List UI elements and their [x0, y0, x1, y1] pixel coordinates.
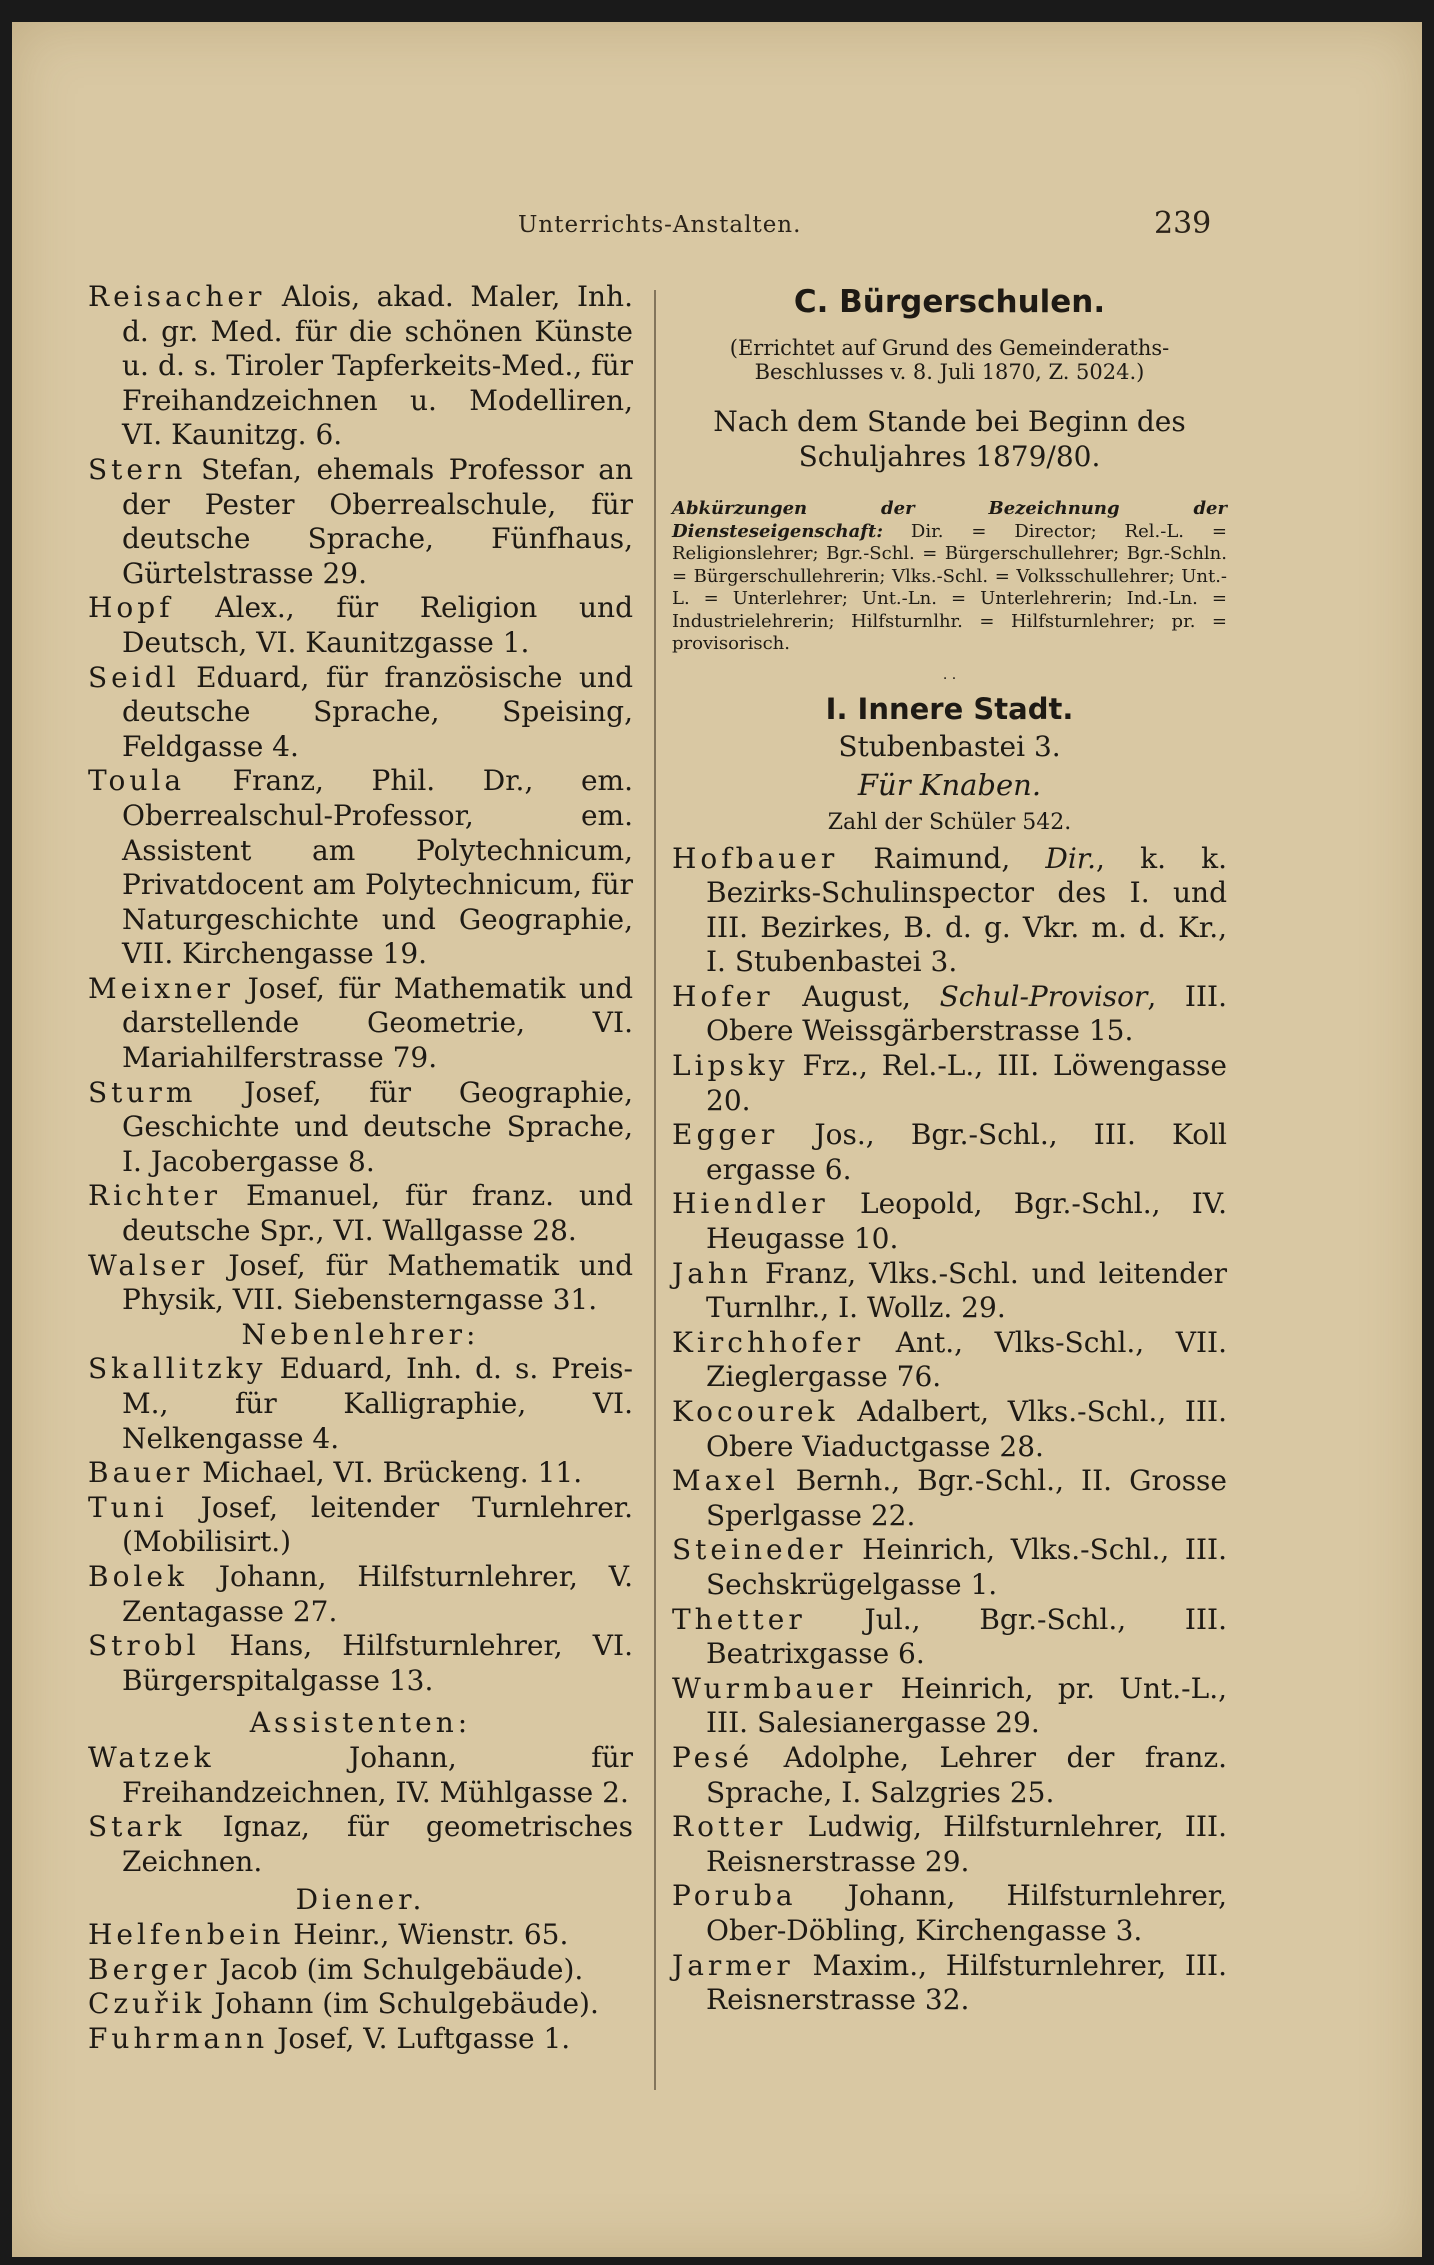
entry-name: Richter [88, 1179, 221, 1213]
list-entry [88, 1810, 633, 1879]
entry-details: Jacob (im Schulgebäude). [210, 1952, 584, 1986]
entry-details: Josef, für Mathematik und Physik, VII. Siebensterngasse 31. [122, 1248, 633, 1317]
entry-name: Helfenbein [88, 1917, 285, 1951]
entry-details: Alois, akad. Maler, Inh. d. gr. Med. für die schönen Künste u. d. s. Tiroler Tapferkeits-Med., für Freihandzeichnen u. Modelliren, VI. Kaunitzg. 6. [122, 280, 633, 452]
list-entry [672, 1326, 1227, 1395]
left-column [88, 280, 633, 2056]
entry-details: Adalbert, Vlks.-Schl., III. Obere Viaductgasse 28. [706, 1395, 1227, 1463]
entry-name: Pesé [672, 1740, 754, 1774]
list-entry [88, 1629, 633, 1698]
entry-details: Ignaz, für geometrisches Zeichnen. [122, 1810, 633, 1878]
entry-name: Skallitzky [88, 1352, 267, 1386]
entry-name: Wurmbauer [672, 1671, 877, 1705]
entry-details: Josef, für Geographie, Geschichte und deutsche Sprache, I. Jacobergasse 8. [122, 1075, 633, 1178]
entry-details: August, [773, 979, 940, 1013]
entry-details: Alex., für Religion und Deutsch, VI. Kaunitzgasse 1. [122, 591, 633, 659]
list-entry [88, 1560, 633, 1629]
entry-details: Ant., Vlks-Schl., VII. Zieglergasse 76. [706, 1325, 1227, 1394]
entry-role: Dir. [1045, 841, 1097, 875]
entry-details: Adolphe, Lehrer der franz. Sprache, I. Salzgries 25. [706, 1740, 1227, 1809]
entry-name: Jahn [672, 1256, 752, 1290]
list-entry [672, 1049, 1227, 1118]
right-column [672, 280, 1227, 2018]
entry-name: Jarmer [672, 1948, 794, 1982]
list-entry [88, 1249, 633, 1318]
list-entry [672, 1603, 1227, 1672]
entry-name: Seidl [88, 660, 180, 694]
entry-name: Bolek [88, 1559, 188, 1593]
entry-details: Hans, Hilfsturnlehrer, VI. Bürgerspitalgasse 13. [122, 1629, 633, 1697]
entry-name: Fuhrmann [88, 2021, 269, 2055]
entry-name: Egger [672, 1118, 779, 1152]
list-entry [88, 1953, 633, 1988]
abbreviations-heading: Abkürzungen der Bezeichnung der Diensteseigenschaft: [672, 498, 1227, 542]
list-entry [672, 1118, 1227, 1187]
assistenten-heading: Assistenten: [249, 1706, 472, 1740]
stand-note: Nach dem Stande bei Beginn des Schuljahres 1879/80. [713, 405, 1186, 473]
list-entry [88, 1179, 633, 1248]
entry-details: Johann, für Freihandzeichnen, IV. Mühlgasse 2. [122, 1740, 633, 1809]
list-entry [88, 972, 633, 1076]
list-entry [88, 1491, 633, 1560]
list-entry [88, 1987, 633, 2022]
entry-details: Johann (im Schulgebäude). [205, 1987, 599, 2021]
pupil-count: Zahl der Schüler 542. [827, 809, 1072, 835]
abbreviations-body: Dir. = Director; Rel.-L. = Religionslehrer; Bgr.-Schl. = Bürgerschullehrer; Bgr.-Schln. = Bürgerschullehrerin; Vlks.-Schl. = Volksschullehrer; Unt.-L. = Unterlehrer; Unt.-Ln. = Unterlehrerin; Ind.-Ln. = Industrielehrerin; Hilfsturnlhr. = Hilfsturnlehrer; pr. = provisorisch. [672, 520, 1227, 654]
entry-name: Meixner [88, 971, 234, 1005]
entry-details: Josef, leitender Turnlehrer. (Mobilisirt.) [122, 1490, 633, 1559]
staff-list [672, 842, 1227, 2018]
entry-name: Hofbauer [672, 841, 839, 875]
entry-name: Hofer [672, 979, 774, 1013]
entry-name: Hopf [88, 591, 174, 625]
entry-details-cont: , III. Obere Weissgärberstrasse 15. [706, 979, 1227, 1048]
entry-name: Walser [88, 1248, 209, 1282]
list-entry [88, 1456, 633, 1491]
entry-details: Johann, Hilfsturnlehrer, V. Zentagasse 27. [122, 1559, 633, 1628]
entry-name: Watzek [88, 1740, 215, 1774]
list-entry [672, 1395, 1227, 1464]
entry-name: Tuni [88, 1490, 168, 1524]
entry-name: Toula [88, 764, 186, 798]
entry-name: Kirchhofer [672, 1325, 865, 1359]
list-entry [672, 1879, 1227, 1948]
list-entry [672, 842, 1227, 980]
entry-details: Raimund, [838, 841, 1046, 875]
page-number: 239 [1154, 206, 1212, 241]
section-title: C. Bürgerschulen. [793, 284, 1106, 320]
entry-details: Heinrich, Vlks.-Schl., III. Sechskrügelgasse 1. [706, 1533, 1227, 1601]
erection-note: (Errichtet auf Grund des Gemeinderaths-Beschlusses v. 8. Juli 1870, Z. 5024.) [729, 336, 1170, 384]
page-header [12, 190, 1422, 240]
district-heading: I. Innere Stadt. [825, 691, 1074, 726]
entry-details: Bernh., Bgr.-Schl., II. Grosse Sperlgasse 22. [706, 1464, 1227, 1532]
diener-list [88, 1918, 633, 2056]
entry-name: Berger [88, 1952, 211, 1986]
entry-name: Reisacher [88, 280, 266, 313]
entry-name: Czuřik [88, 1987, 206, 2021]
entry-name: Strobl [88, 1629, 200, 1663]
entry-details: Leopold, Bgr.-Schl., IV. Heugasse 10. [706, 1187, 1227, 1256]
entry-details-cont: , k. k. Bezirks-Schulinspector des I. und III. Bezirkes, B. d. g. Vkr. m. d. Kr., I. Stubenbastei 3. [706, 841, 1227, 979]
assistenten-list [88, 1741, 633, 1879]
book-page [12, 22, 1422, 2257]
list-entry [672, 1741, 1227, 1810]
entry-details: Michael, VI. Brückeng. 11. [193, 1456, 583, 1490]
list-entry [88, 2022, 633, 2057]
running-title: Unterrichts-Anstalten. [518, 212, 802, 238]
entry-role: Schul-Provisor [939, 979, 1148, 1013]
entry-name: Steineder [672, 1533, 847, 1567]
list-entry [88, 764, 633, 972]
column-divider [654, 290, 656, 2090]
entry-details: Franz, Phil. Dr., em. Oberrealschul-Professor, em. Assistent am Polytechnicum, Privatdocent am Polytechnicum, für Naturgeschichte und Geographie, VII. Kirchengasse 19. [122, 764, 633, 971]
entry-details: Eduard, Inh. d. s. Preis-M., für Kalligraphie, VI. Nelkengasse 4. [122, 1352, 633, 1455]
list-entry [672, 1464, 1227, 1533]
boys-school-label: Für Knaben. [857, 767, 1042, 802]
entry-name: Stern [88, 452, 187, 486]
list-entry [672, 1810, 1227, 1879]
entry-name: Rotter [672, 1810, 787, 1844]
ornament-dots: . . [942, 666, 957, 683]
entry-details: Heinrich, pr. Unt.-L., III. Salesianergasse 29. [706, 1671, 1227, 1740]
entry-details: Eduard, für französische und deutsche Sprache, Speising, Feldgasse 4. [122, 660, 633, 763]
entry-details: Josef, V. Luftgasse 1. [268, 2021, 571, 2055]
school-address: Stubenbastei 3. [838, 729, 1061, 763]
list-entry [672, 1257, 1227, 1326]
list-entry [672, 1187, 1227, 1256]
entry-details: Frz., Rel.-L., III. Löwengasse 20. [706, 1049, 1227, 1117]
list-entry [88, 453, 633, 591]
entry-details: Maxim., Hilfsturnlehrer, III. Reisnerstrasse 32. [706, 1948, 1227, 2017]
entry-details: Heinr., Wienstr. 65. [284, 1917, 569, 1951]
teacher-list [88, 280, 633, 1318]
entry-details: Johann, Hilfsturnlehrer, Ober-Döbling, Kirchengasse 3. [706, 1879, 1227, 1947]
list-entry [672, 980, 1227, 1049]
entry-name: Hiendler [672, 1187, 829, 1221]
entry-name: Stark [88, 1810, 186, 1844]
entry-name: Thetter [672, 1602, 806, 1636]
diener-heading: Diener. [295, 1883, 426, 1917]
list-entry [88, 1352, 633, 1456]
entry-details: Jos., Bgr.-Schl., III. Koll ergasse 6. [706, 1118, 1227, 1186]
nebenlehrer-heading: Nebenlehrer: [241, 1317, 480, 1351]
entry-details: Stefan, ehemals Professor an der Pester Oberrealschule, für deutsche Sprache, Fünfhaus, Gürtelstrasse 29. [122, 452, 633, 590]
entry-details: Josef, für Mathematik und darstellende Geometrie, VI. Mariahilferstrasse 79. [122, 971, 633, 1075]
entry-name: Poruba [672, 1879, 797, 1913]
list-entry [88, 661, 633, 765]
list-entry [88, 280, 633, 453]
list-entry [88, 1918, 633, 1953]
entry-name: Bauer [88, 1456, 194, 1490]
entry-name: Sturm [88, 1075, 197, 1109]
list-entry [672, 1533, 1227, 1602]
list-entry [672, 1672, 1227, 1741]
entry-name: Maxel [672, 1464, 779, 1498]
entry-details: Jul., Bgr.-Schl., III. Beatrixgasse 6. [706, 1602, 1227, 1671]
entry-details: Ludwig, Hilfsturnlehrer, III. Reisnerstrasse 29. [706, 1810, 1227, 1878]
entry-name: Kocourek [672, 1395, 839, 1428]
list-entry [672, 1949, 1227, 2018]
entry-details: Franz, Vlks.-Schl. und leitender Turnlhr., I. Wollz. 29. [706, 1256, 1227, 1325]
list-entry [88, 1741, 633, 1810]
list-entry [88, 1076, 633, 1180]
abbreviations-legend [672, 498, 1227, 656]
entry-details: Emanuel, für franz. und deutsche Spr., VI. Wallgasse 28. [122, 1179, 633, 1248]
list-entry [88, 591, 633, 660]
nebenlehrer-list [88, 1352, 633, 1698]
entry-name: Lipsky [672, 1049, 789, 1083]
